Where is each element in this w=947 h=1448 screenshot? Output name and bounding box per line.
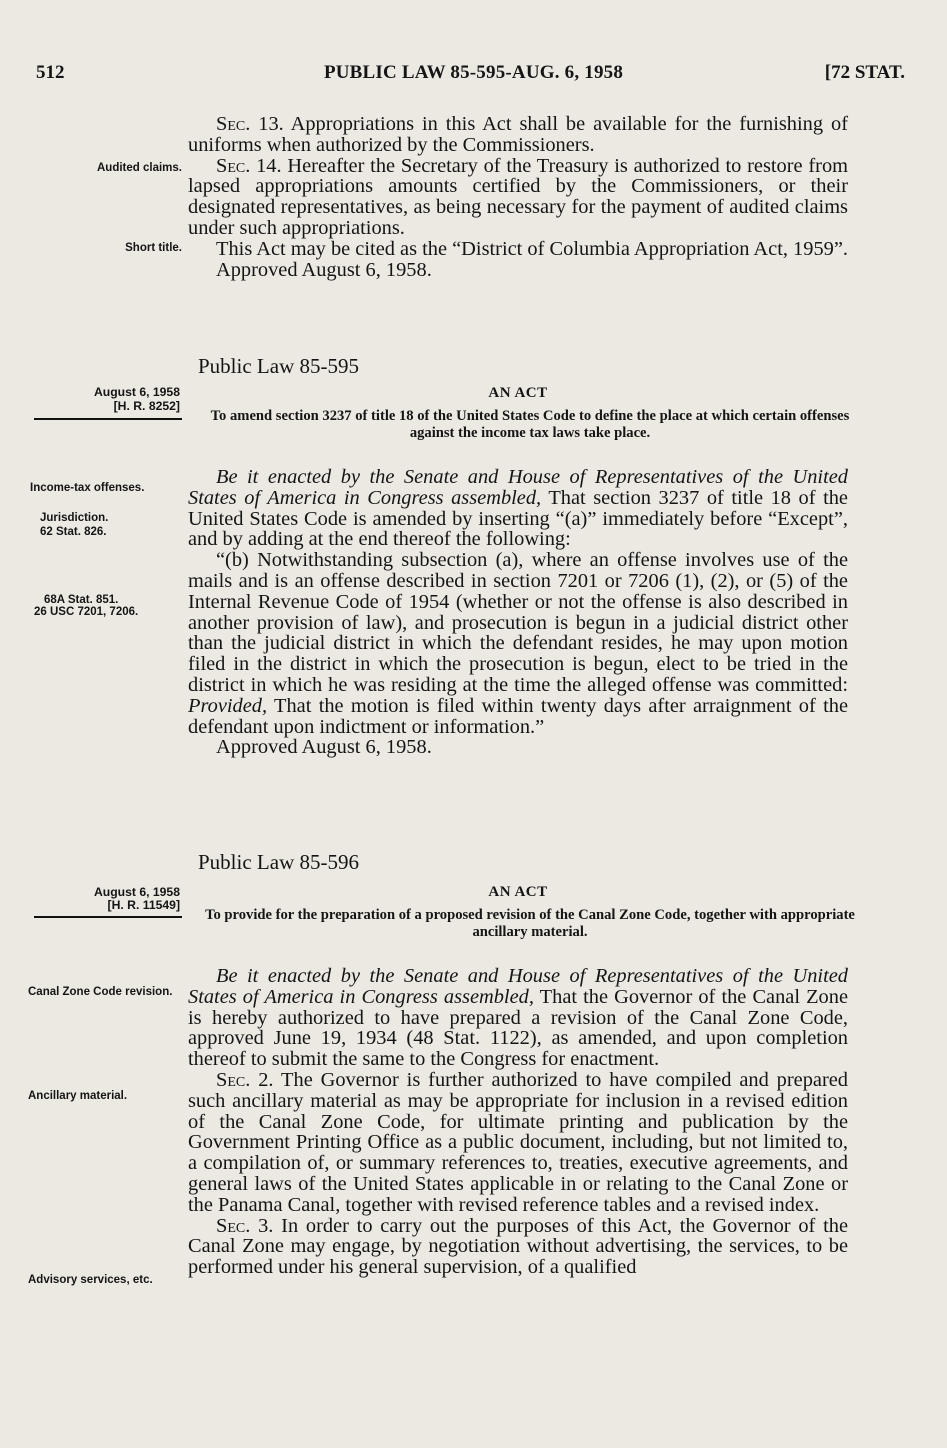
margin-note-audited-claims: Audited claims. xyxy=(97,162,182,174)
law-595-text xyxy=(188,467,848,758)
margin-rule xyxy=(34,418,182,420)
an-act-heading: AN ACT xyxy=(488,385,548,401)
proviso-text: That the motion is filed within twenty days after arraignment of the defendant upon indictment or information.” xyxy=(188,694,848,738)
section-label: Sec. 14. xyxy=(216,154,282,177)
running-title: PUBLIC LAW 85-595-AUG. 6, 1958 xyxy=(323,62,624,83)
section-14 xyxy=(188,156,848,239)
approved-line: Approved August 6, 1958. xyxy=(216,736,432,759)
bill-number: [H. R. 11549] xyxy=(107,898,180,912)
act-description: To provide for the preparation of a proposed revision of the Canal Zone Code, together with appropriate ancillary material. xyxy=(205,907,855,940)
subsection-b xyxy=(188,550,848,737)
margin-note-advisory: Advisory services, etc. xyxy=(28,1274,153,1286)
margin-note-ancillary: Ancillary material. xyxy=(28,1090,128,1102)
enacting-paragraph xyxy=(188,467,848,550)
enacting-clause: Be it enacted by the Senate and House of Representatives of the United States of America in Congress assembled, xyxy=(188,965,848,1008)
law-596-text xyxy=(188,966,848,1278)
prior-act-text xyxy=(188,114,848,280)
section-text: Hereafter the Secretary of the Treasury is authorized to restore from lapsed appropriations amounts certified by the Commissioners, or their designated representatives, as being necessary for the payment of audited claims under such appropriations. xyxy=(188,154,849,239)
amendment-text: That section 3237 of title 18 of the United States Code is amended by inserting “(a)” immediately before “Except”, and by adding at the end thereof the following: xyxy=(188,486,848,551)
authorization-text: That the Governor of the Canal Zone is hereby authorized to have prepared a revision of the Canal Zone Code, approved June 19, 1934 (48 Stat. 1122), as amended, and upon completion thereof to submit the same to the Congress for enactment. xyxy=(188,985,848,1071)
margin-note-jurisdiction: Jurisdiction. xyxy=(40,512,109,524)
margin-note-usc: 26 USC 7201, 7206. xyxy=(34,606,139,618)
page-number: 512 xyxy=(36,62,65,83)
enacting-clause: Be it enacted by the Senate and House of Representatives of the United States of America in Congress assembled, xyxy=(188,466,848,509)
margin-note-income-tax: Income-tax offenses. xyxy=(30,482,145,494)
section-label: Sec. 3. xyxy=(216,1214,274,1237)
stat-volume: [72 STAT. xyxy=(824,62,905,83)
subsection-text: “(b) Notwithstanding subsection (a), where an offense involves use of the mails and is an offense described in section 7201 or 7206 (1), (2), or (5) of the Internal Revenue Code of 1954 (whether or not the offense is also described in another provision of law), and prosecution is begun in a judicial district other than the judicial district in which the defendant resides, he may upon motion filed in the district in which the prosecution is begun, elect to be tried in the district in which he was residing at the time the alleged offense was committed: xyxy=(188,549,848,696)
section-label: Sec. 13. xyxy=(216,113,284,135)
section-text: In order to carry out the purposes of this Act, the Governor of the Canal Zone may engage, by negotiation without advertising, the services, to be performed under his general supervision, of a qualified xyxy=(188,1214,849,1279)
bill-number: [H. R. 8252] xyxy=(113,399,180,413)
margin-note-canal-zone-code: Canal Zone Code revision. xyxy=(28,986,173,998)
act-description: To amend section 3237 of title 18 of the United States Code to define the place at which certain offenses against the income tax laws take place. xyxy=(210,408,850,441)
law-title-85-595: Public Law 85-595 xyxy=(198,354,359,378)
law-title-85-596: Public Law 85-596 xyxy=(198,850,359,874)
section-label: Sec. 2. xyxy=(216,1068,274,1091)
an-act-heading: AN ACT xyxy=(488,884,548,900)
enactment-date: August 6, 1958 xyxy=(93,885,180,899)
margin-note-68a-stat: 68A Stat. 851. xyxy=(44,594,119,606)
margin-rule xyxy=(34,916,182,918)
section-text: Appropriations in this Act shall be available for the furnishing of uniforms when authorized by the Commissioners. xyxy=(188,113,848,156)
enacting-paragraph xyxy=(188,966,848,1070)
section-3 xyxy=(188,1216,848,1278)
enactment-date: August 6, 1958 xyxy=(93,385,180,399)
provided-term: Provided, xyxy=(188,694,268,717)
section-text: The Governor is further authorized to have compiled and prepared such ancillary material as may be appropriate for inclusion in a revised edition of the Canal Zone Code, for ultimate printing and publication by the Government Printing Office as a public document, including, but not limited to, a compilation of, or summary references to, treaties, executive agreements, and general laws of the United States applicable in or relating to the Canal Zone or the Panama Canal, together with revised reference tables and a revised index. xyxy=(188,1068,849,1216)
section-2 xyxy=(188,1070,848,1216)
section-13 xyxy=(188,114,848,156)
approved-line: Approved August 6, 1958. xyxy=(216,258,432,281)
short-title-text: This Act may be cited as the “District of Columbia Appropriation Act, 1959”. xyxy=(216,237,848,260)
margin-note-short-title: Short title. xyxy=(125,242,182,254)
margin-note-62-stat: 62 Stat. 826. xyxy=(40,526,107,538)
